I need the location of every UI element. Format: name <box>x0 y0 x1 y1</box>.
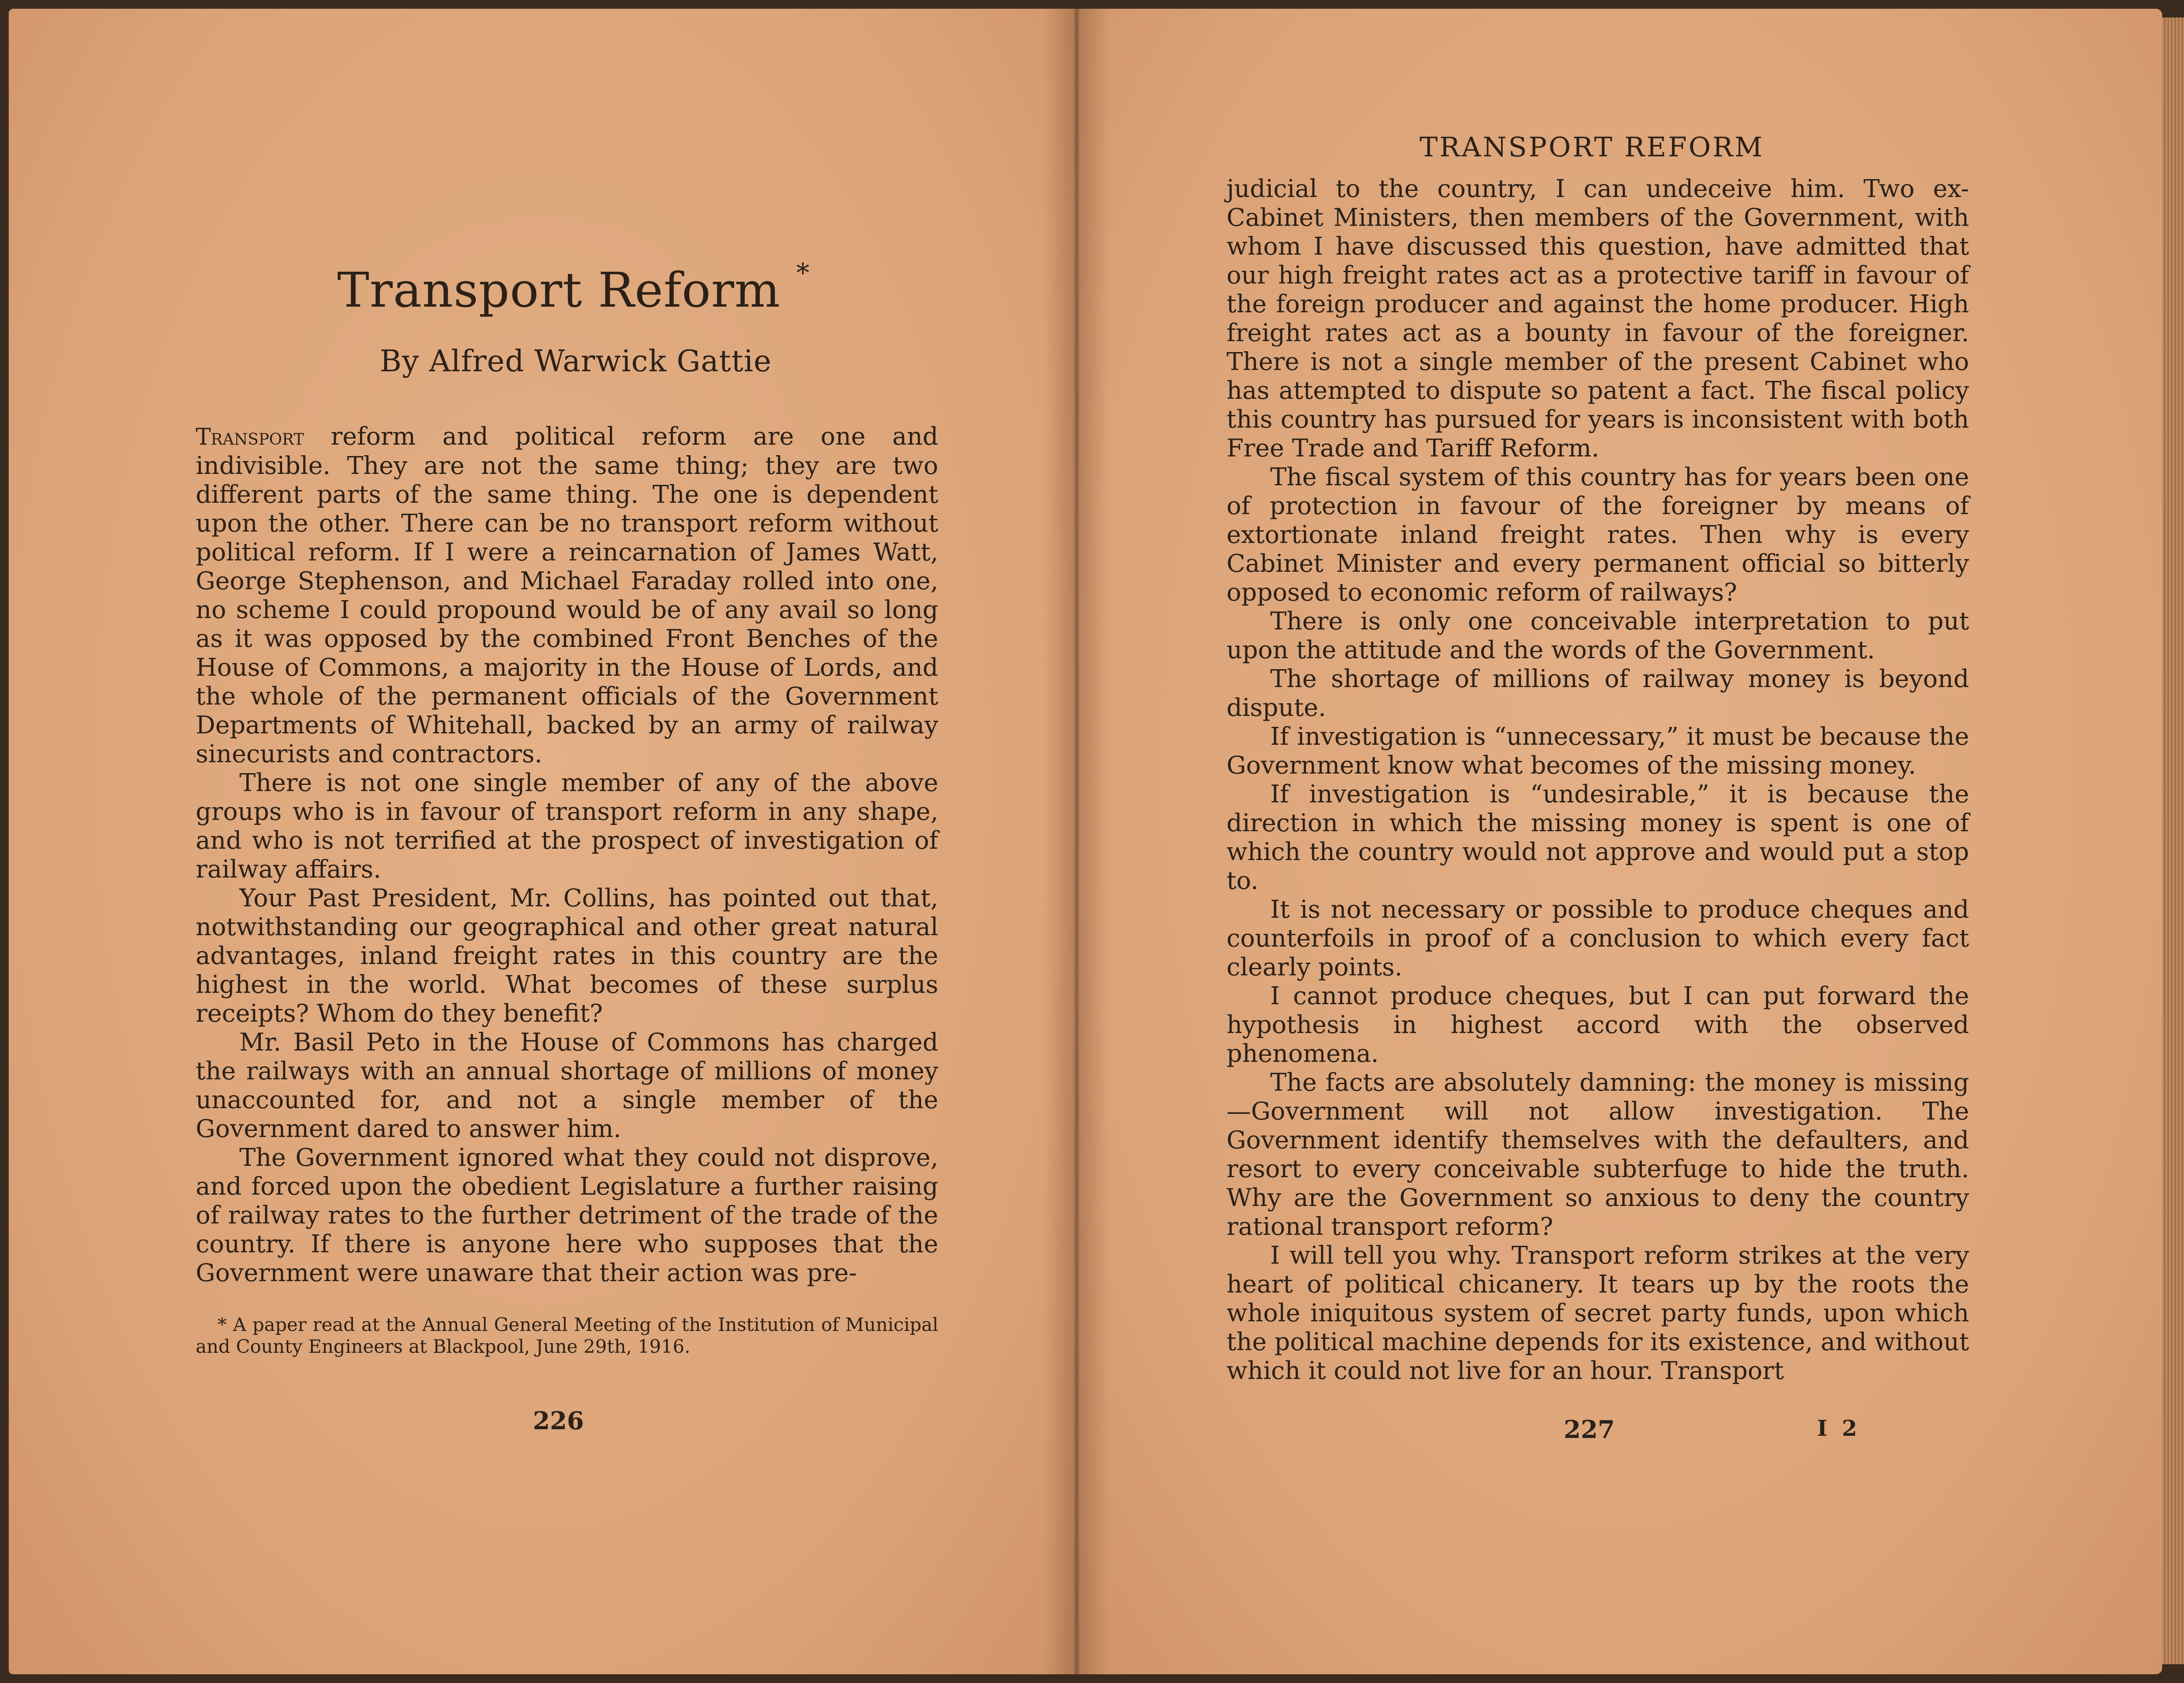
right-body-text <box>1227 175 1969 1386</box>
paragraph: If investigation is “unnecessary,” it must be because the Government know what becomes of the missing money. <box>1227 722 1969 780</box>
paragraph: There is not one single member of any of the above groups who is in favour of transport reform in any shape, and who is not terrified at the prospect of investigation of railway affairs. <box>196 769 938 884</box>
page-number-left: 226 <box>533 1407 584 1435</box>
paragraph: If investigation is “undesirable,” it is because the direction in which the missing money is spent is one of which the country would not approve and would put a stop to. <box>1227 780 1969 895</box>
paragraph: The fiscal system of this country has for years been one of protection in favour of the foreigner by means of extortionate inland freight rates. Then why is every Cabinet Minister and every permanent official so bitterly opposed to economic reform of railways? <box>1227 463 1969 607</box>
article-title <box>196 258 938 318</box>
left-body-text <box>196 422 938 1288</box>
paragraph: The shortage of millions of railway money is beyond dispute. <box>1227 665 1969 722</box>
article-title-text: Transport Reform <box>337 262 781 318</box>
paragraph: judicial to the country, I can undeceive him. Two ex-Cabinet Ministers, then members of the Government, with whom I have discussed this question, have admitted that our high freight rates act as a protective tariff in favour of the foreign producer and against the home producer. High freight rates act as a bounty in favour of the foreigner. There is not a single member of the present Cabinet who has attempted to dispute so patent a fact. The fiscal policy this country has pursued for years is inconsistent with both Free Trade and Tariff Reform. <box>1227 175 1969 463</box>
page-edges <box>2162 17 2184 1664</box>
signature-mark: I 2 <box>1817 1415 1861 1441</box>
lead-word: Transport <box>196 424 304 450</box>
paragraph: There is only one conceivable interpretation to put upon the attitude and the words of the Government. <box>1227 607 1969 664</box>
paragraph: The facts are absolutely damning: the money is missing—Government will not allow investigation. The Government identify themselves with the defaulters, and resort to every conceivable subterfuge to hide the truth. Why are the Government so anxious to deny the country rational transport reform? <box>1227 1068 1969 1241</box>
right-text-column <box>1227 122 1969 1386</box>
title-block <box>196 258 938 379</box>
footnote-marker: * <box>796 258 810 288</box>
paragraph: Mr. Basil Peto in the House of Commons has charged the railways with an annual shortage of millions of money unaccounted for, and not a single member of the Government dared to answer him. <box>196 1028 938 1143</box>
left-text-column <box>196 258 938 1358</box>
book-gutter <box>1044 9 1109 1674</box>
paragraph-text: reform and political reform are one and indivisible. They are not the same thing; they are two different parts of the same thing. The one is dependent upon the other. There can be no transport reform without political reform. If I were a reincarnation of James Watt, George Stephenson, and Michael Faraday rolled into one, no scheme I could propound would be of any avail so long as it was opposed by the combined Front Benches of the House of Commons, a majority in the House of Lords, and the whole of the permanent officials of the Government Departments of Whitehall, backed by an army of railway sinecurists and contractors. <box>196 422 938 768</box>
paragraph: Your Past President, Mr. Collins, has pointed out that, notwithstanding our geographical and other great natural advantages, inland freight rates in this country are the highest in the world. What becomes of these surplus receipts? Whom do they benefit? <box>196 884 938 1028</box>
paragraph <box>196 422 938 769</box>
paragraph: It is not necessary or possible to produce cheques and counterfoils in proof of a conclusion to which every fact clearly points. <box>1227 895 1969 981</box>
paragraph: I cannot produce cheques, but I can put forward the hypothesis in highest accord with the observed phenomena. <box>1227 982 1969 1068</box>
page-number-right: 227 <box>1564 1415 1615 1444</box>
footnote: * A paper read at the Annual General Meeting of the Institution of Municipal and County Engineers at Blackpool, June 29th, 1916. <box>196 1314 938 1357</box>
paragraph: The Government ignored what they could not disprove, and forced upon the obedient Legislature a further raising of railway rates to the further detriment of the trade of the country. If there is anyone here who supposes that the Government were unaware that their action was pre- <box>196 1144 938 1287</box>
author-byline: By Alfred Warwick Gattie <box>380 344 772 379</box>
running-head: TRANSPORT REFORM <box>1420 131 1764 163</box>
paragraph: I will tell you why. Transport reform strikes at the very heart of political chicanery. It tears up by the roots the whole iniquitous system of secret party funds, upon which the political machine depends for its existence, and without which it could not live for an hour. Transport <box>1227 1241 1969 1385</box>
